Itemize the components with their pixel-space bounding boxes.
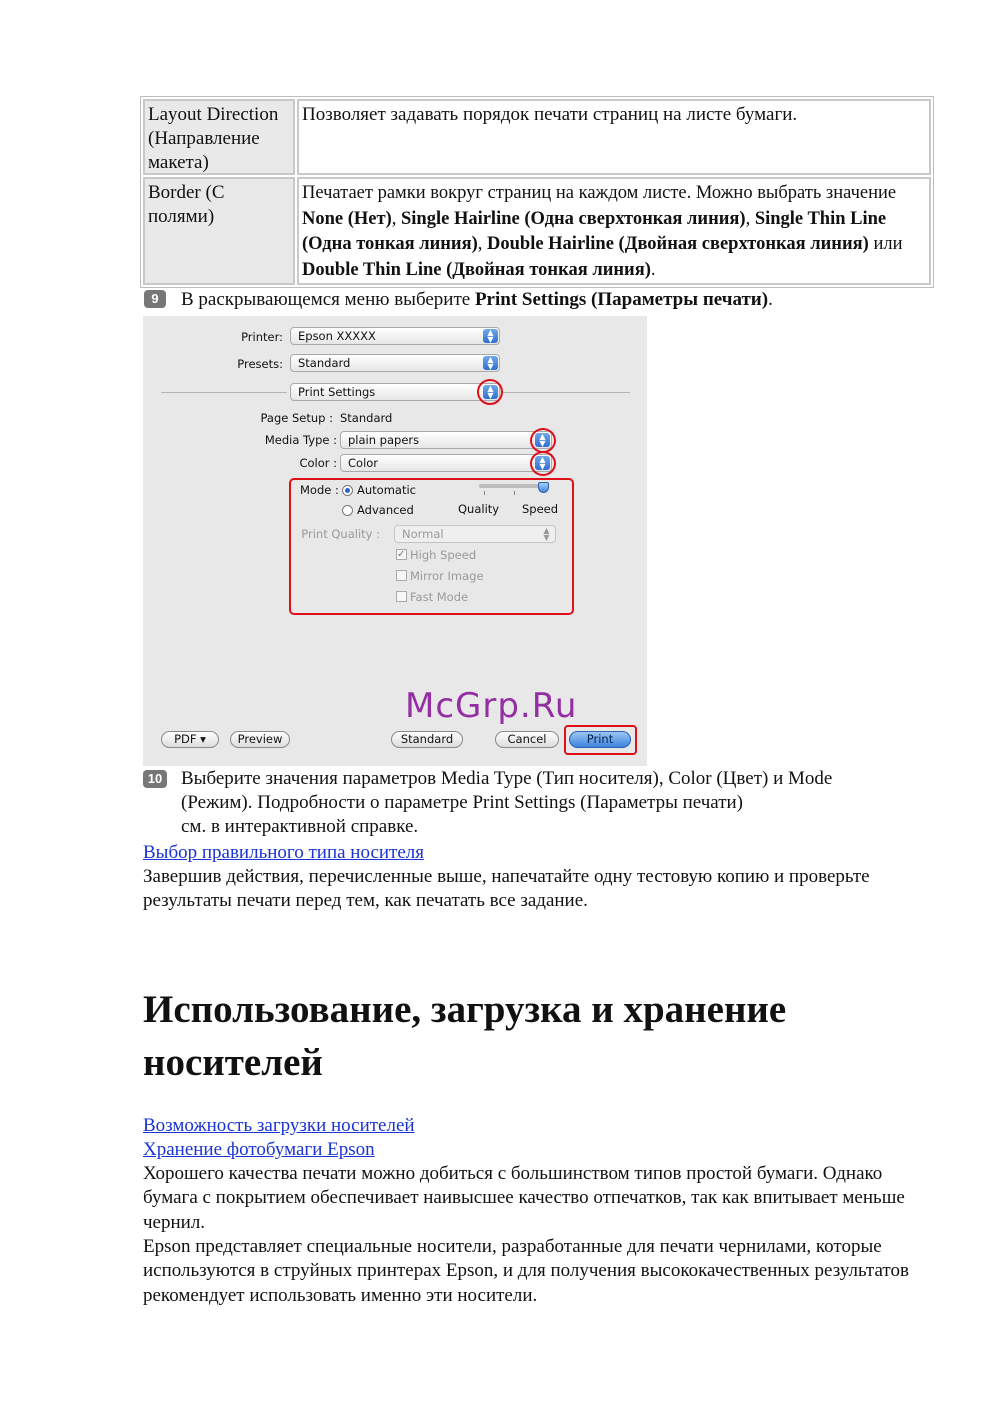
watermark: McGrp.Ru (405, 686, 578, 726)
paragraph-quality: Хорошего качества печати можно добиться с большинством типов простой бумаги. Однако бумага с покрытием обеспечивает наивысшее качество отпечатков, так как впитывает меньше чернил. (143, 1163, 905, 1233)
mode-advanced-radio[interactable] (342, 505, 353, 516)
step-number-badge: 9 (144, 290, 166, 308)
separator-line (161, 392, 287, 393)
mode-automatic-label: Automatic (357, 483, 416, 497)
step-text-end: . (768, 289, 773, 310)
highlight-circle (530, 428, 556, 453)
media-type-value: plain papers (348, 433, 420, 447)
photo-paper-storage-link[interactable]: Хранение фотобумаги Epson (143, 1139, 375, 1160)
step-text-line: Выберите значения параметров Media Type (Тип носителя), Color (Цвет) и Mode (181, 768, 833, 789)
cell-text: , (391, 208, 401, 229)
option-single-thin-line: Single Thin Line (Одна тонкая линия) (302, 208, 887, 254)
popup-arrows-icon: ▲ ▼ (535, 433, 550, 447)
option-double-thin-line: Double Thin Line (Двойная тонкая линия) (302, 259, 651, 280)
mirror-image-label: Mirror Image (410, 569, 484, 583)
popup-arrows-icon: ▲ ▼ (483, 356, 498, 370)
high-speed-label: High Speed (410, 548, 477, 562)
print-quality-label: Print Quality : (301, 527, 380, 541)
option-none: None (Нет) (302, 208, 392, 229)
option-double-hairline: Double Hairline (Двойная сверхтонкая линия) (487, 234, 869, 254)
popup-arrows-icon: ▲ ▼ (535, 456, 550, 470)
step-text: В раскрывающемся меню выберите (181, 289, 475, 310)
popup-arrows-icon: ▲ ▼ (483, 329, 498, 343)
option-single-hairline: Single Hairline (Одна сверхтонкая линия) (401, 208, 746, 229)
cell-text: Border (С полями) (148, 182, 225, 227)
fast-mode-label: Fast Mode (410, 590, 469, 604)
cancel-button[interactable]: Cancel (495, 731, 559, 748)
mode-advanced-label: Advanced (357, 503, 414, 517)
popup-arrows-icon: ▲ ▼ (483, 385, 498, 399)
print-dialog-screenshot (143, 316, 647, 766)
cell-text: Layout Direction (Направление макета) (148, 104, 279, 173)
media-type-label: Media Type : (264, 433, 337, 447)
step-number-badge: 10 (143, 770, 167, 788)
mode-automatic-radio[interactable] (342, 485, 353, 496)
step-bold-text: Print Settings (Параметры печати) (474, 289, 769, 310)
mode-label: Mode : (300, 483, 339, 497)
table-row-description (297, 177, 931, 285)
presets-label: Presets: (237, 357, 283, 371)
print-button[interactable]: Print (569, 731, 631, 748)
cell-text: Печатает рамки вокруг страниц на каждом листе. Можно выбрать значение (302, 183, 897, 203)
preview-button[interactable]: Preview (230, 731, 290, 748)
panel-value: Print Settings (298, 385, 376, 399)
slider-tick (514, 491, 515, 495)
standard-button[interactable]: Standard (391, 731, 463, 748)
printer-label: Printer: (241, 330, 283, 344)
cell-text: , (745, 208, 755, 229)
mirror-image-checkbox[interactable] (396, 570, 407, 581)
printer-popup[interactable] (290, 327, 500, 345)
paragraph-epson-media: Epson представляет специальные носители, разработанные для печати чернилами, которые используются в струйных принтерах Epson, и для получения высококачественных результатов рекомендует использовать именно эти носители. (143, 1236, 909, 1306)
print-quality-value: Normal (402, 527, 444, 541)
media-choice-link[interactable]: Выбор правильного типа носителя (143, 842, 425, 863)
highlight-circle (530, 451, 556, 476)
slider-tick (484, 491, 485, 495)
color-popup[interactable] (340, 454, 552, 472)
color-label: Color : (299, 456, 337, 470)
pdf-button[interactable]: PDF ▾ (161, 731, 219, 748)
paragraph-after-steps: Завершив действия, перечисленные выше, напечатайте одну тестовую копию и проверьте результаты печати перед тем, как печатать все задание. (143, 866, 870, 912)
highlight-box (564, 725, 637, 755)
slider-thumb[interactable] (538, 482, 549, 493)
settings-table (140, 96, 934, 288)
page-setup-label: Page Setup : (260, 411, 333, 425)
fast-mode-checkbox[interactable] (396, 591, 407, 602)
cell-text: или (868, 234, 903, 254)
step-text-line: (Режим). Подробности о параметре Print Settings (Параметры печати) (181, 792, 744, 813)
table-row-description (297, 99, 931, 175)
high-speed-checkbox[interactable]: ✓ (397, 549, 406, 560)
slider-speed-label: Speed (522, 502, 559, 516)
step-10-text (181, 767, 941, 839)
cell-text: Позволяет задавать порядок печати страниц на листе бумаги. (302, 104, 798, 125)
popup-arrows-icon: ▲ ▼ (543, 526, 550, 542)
color-value: Color (348, 456, 379, 470)
presets-popup[interactable] (290, 354, 500, 372)
cell-text: , (477, 234, 487, 254)
slider-quality-label: Quality (458, 502, 500, 516)
step-text-line: см. в интерактивной справке. (181, 816, 419, 837)
step-9-text (181, 288, 773, 312)
printer-value: Epson XXXXX (298, 329, 376, 343)
highlight-circle (477, 379, 503, 405)
page-setup-value: Standard (340, 411, 393, 425)
presets-value: Standard (298, 356, 351, 370)
table-row-label (143, 177, 295, 285)
media-loading-link[interactable]: Возможность загрузки носителей (143, 1115, 415, 1136)
table-row-label (143, 99, 295, 175)
panel-popup[interactable] (290, 383, 500, 401)
print-quality-popup[interactable] (394, 525, 556, 543)
cell-text: . (650, 259, 656, 280)
separator-line (503, 392, 630, 393)
section-heading: Использование, загрузка и хранение носителей (143, 988, 787, 1084)
media-type-popup[interactable] (340, 431, 552, 449)
